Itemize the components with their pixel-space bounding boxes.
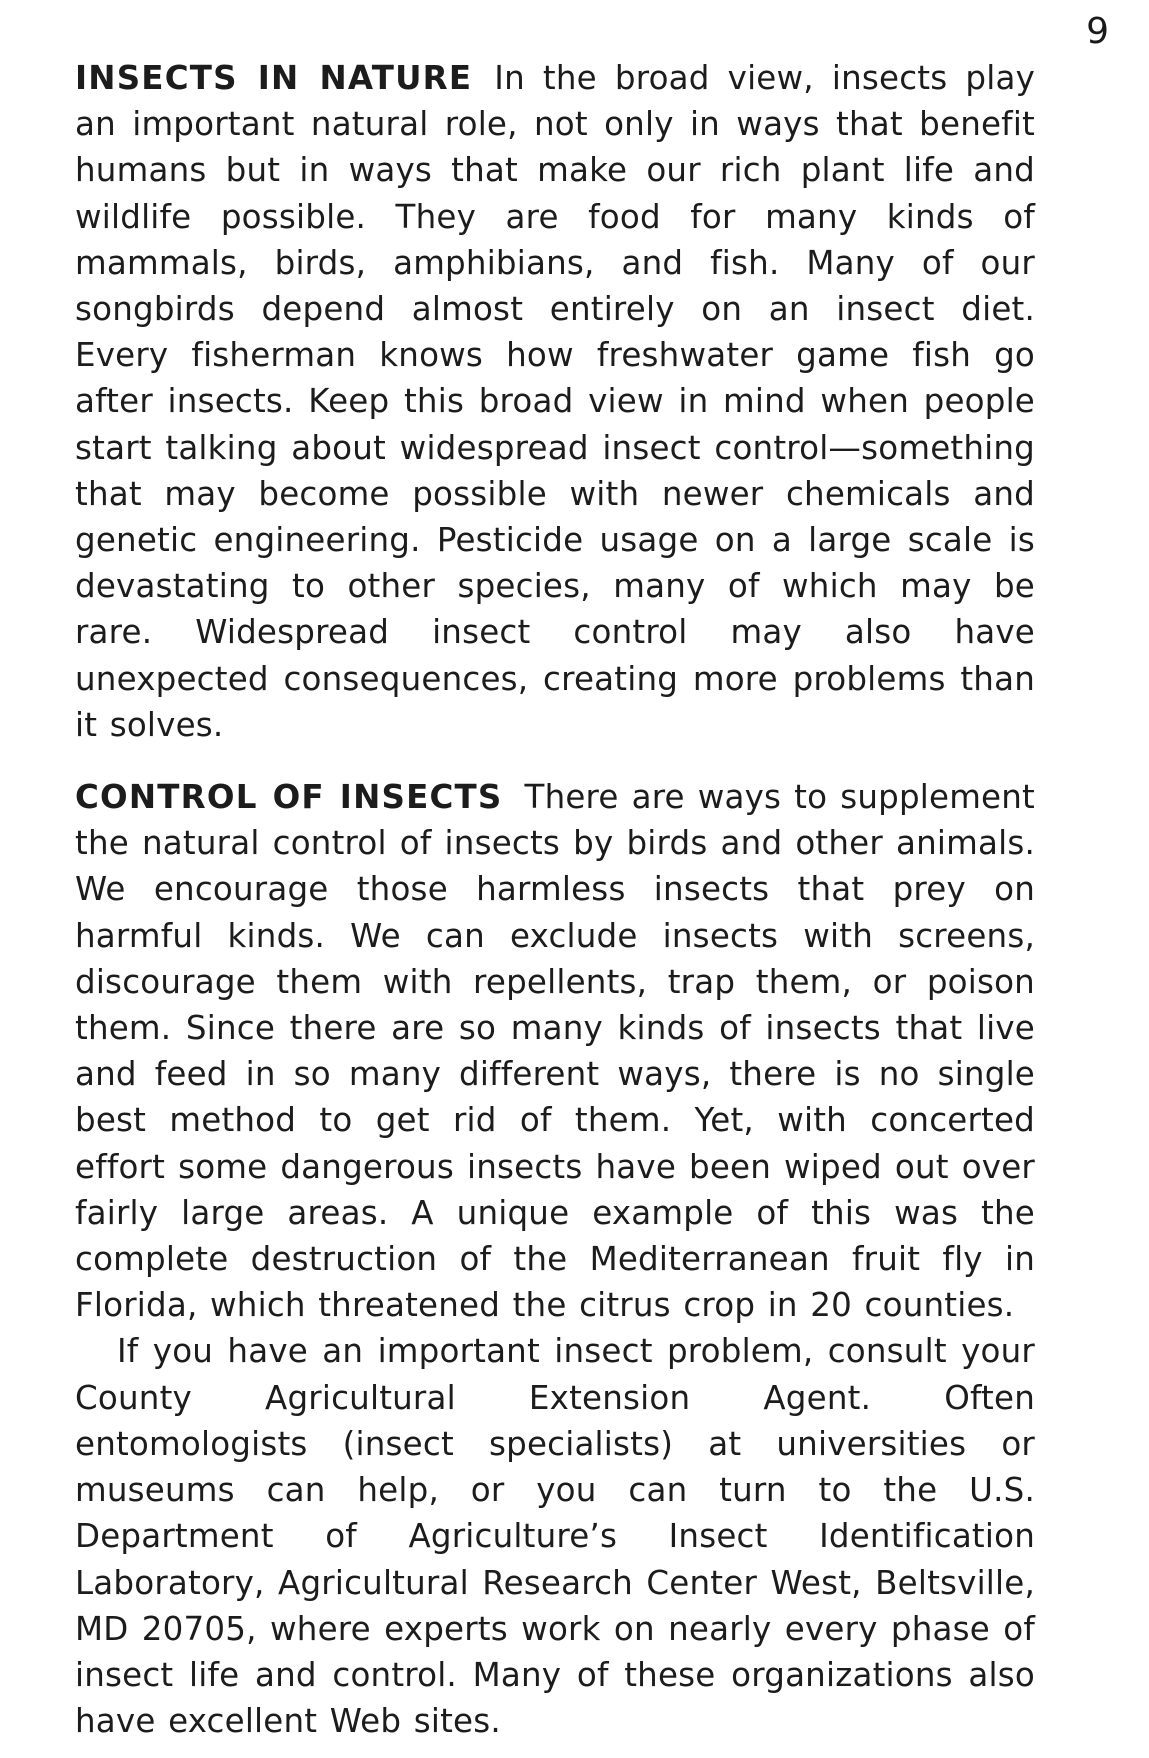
section-control-of-insects xyxy=(75,774,1035,1328)
section-body: There are ways to supplement the natural control of insects by birds and other animals. We encourage those harmless insects that prey on harmful kinds. We can exclude insects with screens, discourage them with repellents, trap them, or poison them. Since there are so many kinds of insects that live and feed in so many different ways, there is no single best method to get rid of them. Yet, with concerted effort some dangerous insects have been wiped out over fairly large areas. A unique example of this was the complete destruction of the Mediterranean fruit fly in Florida, which threatened the citrus crop in 20 counties. xyxy=(75,778,1035,1325)
page-content xyxy=(75,55,1035,1744)
section-insects-in-nature xyxy=(75,55,1035,748)
section-paragraph: If you have an important insect problem, consult your County Agricultural Extension Agent. Often entomologists (insect specialists) at universities or museums can help, or you can turn to the U.S. Department of Agriculture’s Insect Identification Laboratory, Agricultural Research Center West, Beltsville, MD 20705, where experts work on nearly every phase of insect life and control. Many of these organizations also have excellent Web sites. xyxy=(75,1332,1035,1741)
section-divider-space xyxy=(75,748,1035,774)
page-number: 9 xyxy=(1086,11,1109,52)
section-body: In the broad view, insects play an important natural role, not only in ways that benefit humans but in ways that make our rich plant life and wildlife possible. They are food for many kinds of mammals, birds, amphibians, and fish. Many of our songbirds depend almost entirely on an insect diet. Every fisherman knows how freshwater game fish go after insects. Keep this broad view in mind when people start talking about widespread insect control—something that may become possible with newer chemicals and genetic engineering. Pesticide usage on a large scale is devastating to other species, many of which may be rare. Widespread insect control may also have unexpected consequences, creating more problems than it solves. xyxy=(75,59,1035,744)
section-heading: CONTROL OF INSECTS xyxy=(75,778,503,817)
section-heading: INSECTS IN NATURE xyxy=(75,59,473,97)
